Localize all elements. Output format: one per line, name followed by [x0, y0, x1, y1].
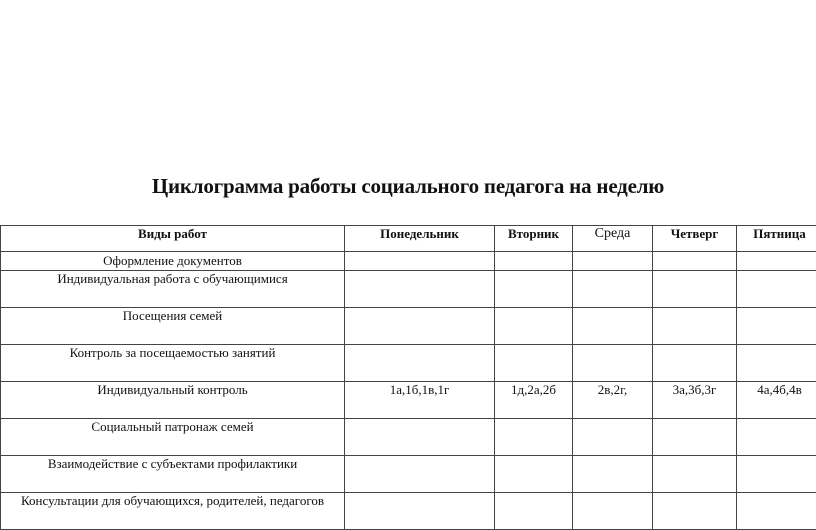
- row-work-type: Контроль за посещаемостью занятий: [1, 345, 345, 382]
- row-cell-thursday: [653, 456, 737, 493]
- row-cell-wednesday: [573, 252, 653, 271]
- row-cell-monday: [345, 252, 495, 271]
- row-cell-wednesday: 2в,2г,: [573, 382, 653, 419]
- row-cell-monday: [345, 345, 495, 382]
- row-cell-tuesday: [495, 419, 573, 456]
- row-cell-wednesday: [573, 493, 653, 530]
- row-work-type: Взаимодействие с субъектами профилактики: [1, 456, 345, 493]
- row-cell-tuesday: [495, 252, 573, 271]
- header-tuesday: Вторник: [495, 226, 573, 252]
- row-work-type: Индивидуальный контроль: [1, 382, 345, 419]
- table-row: [1, 382, 816, 419]
- row-work-type: Социальный патронаж семей: [1, 419, 345, 456]
- row-cell-thursday: [653, 345, 737, 382]
- document-title: Циклограмма работы социального педагога на неделю: [0, 172, 816, 200]
- header-friday: Пятница: [737, 226, 816, 252]
- row-cell-friday: [737, 271, 816, 308]
- row-cell-thursday: [653, 308, 737, 345]
- row-cell-wednesday: [573, 308, 653, 345]
- row-cell-tuesday: [495, 345, 573, 382]
- row-cell-wednesday: [573, 419, 653, 456]
- table-row: [1, 271, 816, 308]
- table-row: [1, 345, 816, 382]
- row-cell-friday: [737, 345, 816, 382]
- row-cell-friday: [737, 456, 816, 493]
- row-cell-tuesday: [495, 308, 573, 345]
- cyclogram-table: [0, 225, 816, 530]
- header-wednesday: Среда: [573, 226, 653, 252]
- row-cell-monday: [345, 456, 495, 493]
- row-cell-friday: [737, 252, 816, 271]
- row-cell-friday: [737, 308, 816, 345]
- header-thursday: Четверг: [653, 226, 737, 252]
- row-cell-friday: [737, 419, 816, 456]
- row-work-type: Консультации для обучающихся, родителей, педагогов: [1, 493, 345, 530]
- table-header-row: [1, 226, 816, 252]
- row-cell-thursday: 3а,3б,3г: [653, 382, 737, 419]
- row-cell-tuesday: [495, 493, 573, 530]
- row-cell-friday: 4а,4б,4в: [737, 382, 816, 419]
- table-row: [1, 419, 816, 456]
- row-cell-thursday: [653, 493, 737, 530]
- row-cell-tuesday: 1д,2а,2б: [495, 382, 573, 419]
- row-cell-friday: [737, 493, 816, 530]
- row-cell-wednesday: [573, 271, 653, 308]
- row-cell-monday: [345, 493, 495, 530]
- row-cell-monday: [345, 419, 495, 456]
- table-row: [1, 493, 816, 530]
- row-work-type: Индивидуальная работа с обучающимися: [1, 271, 345, 308]
- row-cell-wednesday: [573, 345, 653, 382]
- row-cell-thursday: [653, 419, 737, 456]
- header-work-types: Виды работ: [1, 226, 345, 252]
- row-cell-monday: [345, 271, 495, 308]
- table-row: [1, 308, 816, 345]
- row-work-type: Посещения семей: [1, 308, 345, 345]
- row-cell-thursday: [653, 252, 737, 271]
- table-row: [1, 456, 816, 493]
- row-cell-monday: [345, 308, 495, 345]
- row-work-type: Оформление документов: [1, 252, 345, 271]
- row-cell-monday: 1а,1б,1в,1г: [345, 382, 495, 419]
- row-cell-tuesday: [495, 271, 573, 308]
- row-cell-wednesday: [573, 456, 653, 493]
- table-row: [1, 252, 816, 271]
- header-monday: Понедельник: [345, 226, 495, 252]
- row-cell-tuesday: [495, 456, 573, 493]
- row-cell-thursday: [653, 271, 737, 308]
